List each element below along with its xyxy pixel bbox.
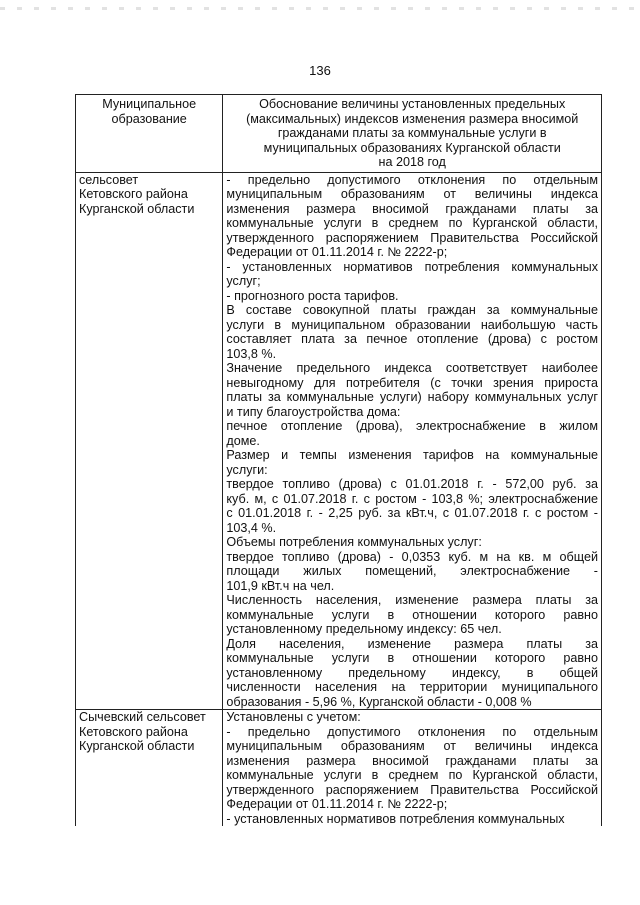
text-line: - предельно допустимого отклонения по отдельным [226, 172, 598, 187]
text-line: услуги: [226, 462, 268, 477]
text-line: с 01.01.2018 г. - 2,25 руб. за кВт.ч, с 01.07.2018 г. с ростом - [226, 506, 598, 520]
text-line: Установлены с учетом: [226, 710, 361, 724]
table-row [76, 172, 602, 710]
text-line: изменения размера вносимой гражданами платы за [226, 753, 598, 768]
page-number: 136 [309, 63, 331, 78]
text-line: услуги в муниципальном образовании наибольшую часть [226, 317, 598, 332]
text-line: В составе совокупной платы граждан за коммунальные [226, 303, 598, 317]
text-line: печное отопление (дрова), электроснабжение в жилом [226, 419, 598, 433]
table-header-row [76, 95, 602, 173]
text-line: установленному предельному индексу, в общей [226, 665, 598, 680]
text-line: Размер и темпы изменения тарифов на коммунальные [226, 448, 598, 462]
text-line: утвержденного распоряжением Правительства Российской [226, 230, 598, 245]
text-line: Значение предельного индекса соответствует наиболее [226, 361, 598, 375]
text-line: 101,9 кВт.ч на чел. [226, 578, 335, 593]
text-line: платы за коммунальные услуги) набору коммунальных услуг [226, 390, 598, 404]
text-line: коммунальные услуги в среднем по Курганской области, [226, 216, 598, 230]
text-line: Муниципальное [102, 97, 197, 111]
text-line: 103,8 %. [226, 346, 277, 361]
text-line: площади жилых помещений, электроснабжение - [226, 564, 598, 578]
text-line: сельсовет [79, 172, 139, 187]
municipality-cell [76, 710, 223, 827]
text-line: утвержденного распоряжением Правительства Российской [226, 782, 598, 797]
text-line: доме. [226, 433, 260, 448]
text-line: установленному предельному индексу: 65 чел. [226, 622, 502, 636]
text-line: гражданами платы за коммунальные услуги в [277, 126, 547, 140]
text-line: - установленных нормативов потребления коммунальных [226, 259, 598, 274]
text-line: образование [111, 111, 187, 126]
text-line: твердое топливо (дрова) - 0,0353 куб. м на кв. м общей [226, 549, 598, 564]
text-line: Федерации от 01.11.2014 г. № 2222-р; [226, 245, 448, 259]
text-line: образования - 5,96 %, Курганской области - 0,008 % [226, 694, 532, 709]
text-line: коммунальные услуги в среднем по Курганской области, [226, 768, 598, 782]
text-line: Численность населения, изменение размера платы за [226, 593, 598, 607]
text-line: невыгодному для потребителя (с точки зрения прироста [226, 375, 598, 390]
municipality-cell [76, 172, 223, 710]
text-line: Обоснование величины установленных предельных [259, 97, 566, 111]
text-line: муниципальных образованиях Курганской области [263, 140, 561, 155]
justification-cell [223, 172, 602, 710]
text-line: - установленных нормативов потребления коммунальных [226, 811, 565, 826]
text-line: куб. м, с 01.07.2018 г. с ростом - 103,8 %; электроснабжение [226, 491, 598, 506]
header-justification [223, 95, 602, 173]
text-line: Федерации от 01.11.2014 г. № 2222-р; [226, 797, 448, 811]
text-line: Курганской области [79, 739, 195, 753]
justification-cell [223, 710, 602, 827]
text-line: и типу благоустройства дома: [226, 404, 401, 419]
text-line: изменения размера вносимой гражданами платы за [226, 201, 598, 216]
text-line: Кетовского района [79, 187, 188, 201]
text-line: составляет плата за печное отопление (дрова) с ростом [226, 332, 598, 346]
text-line: муниципальным образованиям от величины индекса [226, 739, 598, 753]
text-line: Объемы потребления коммунальных услуг: [226, 535, 482, 549]
text-line: коммунальные услуги в отношении которого равно [226, 607, 598, 622]
header-municipality [76, 95, 223, 173]
text-line: - предельно допустимого отклонения по отдельным [226, 724, 598, 739]
indices-table [75, 94, 602, 826]
text-line: Сычевский сельсовет [79, 710, 206, 724]
text-line: муниципальным образованиям от величины индекса [226, 187, 598, 201]
text-line: на 2018 год [378, 155, 446, 169]
text-line: Курганской области [79, 201, 195, 216]
text-line: Доля населения, изменение размера платы за [226, 636, 598, 651]
text-line: твердое топливо (дрова) с 01.01.2018 г. - 572,00 руб. за [226, 477, 598, 491]
scan-artifact [0, 7, 640, 10]
table-row [76, 710, 602, 827]
text-line: (максимальных) индексов изменения размера вносимой [246, 111, 579, 126]
text-line: 103,4 %. [226, 520, 277, 535]
text-line: услуг; [226, 274, 261, 288]
text-line: - прогнозного роста тарифов. [226, 288, 399, 303]
text-line: коммунальные услуги в отношении которого равно [226, 651, 598, 665]
text-line: численности населения на территории муниципального [226, 680, 598, 694]
text-line: Кетовского района [79, 724, 188, 739]
